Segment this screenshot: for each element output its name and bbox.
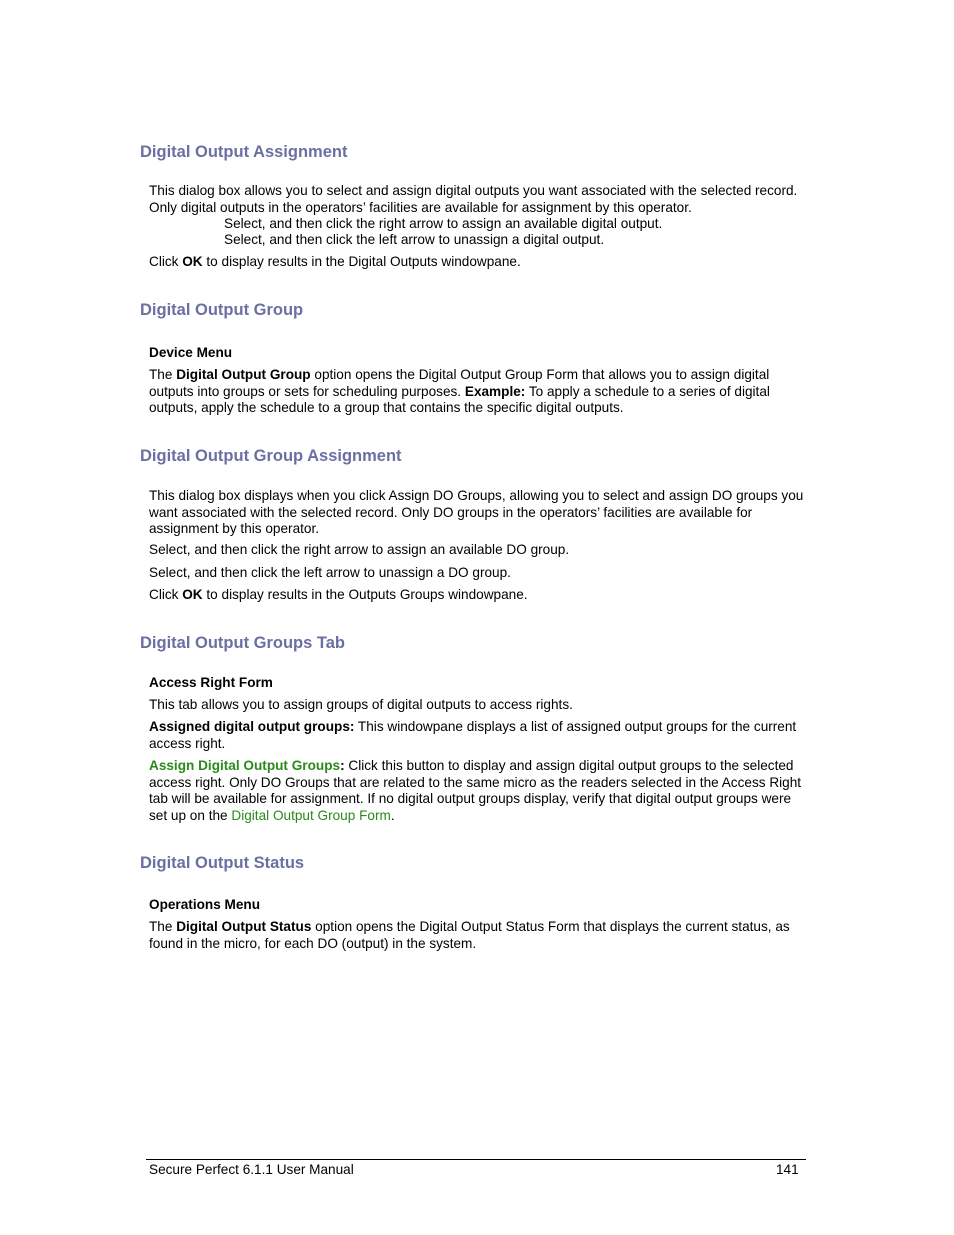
text: to display results in the Digital Outputs windowpane. bbox=[202, 254, 521, 269]
paragraph-assigned-groups bbox=[149, 719, 809, 752]
paragraph-click-ok bbox=[149, 254, 809, 271]
paragraph-description bbox=[149, 919, 809, 952]
text: Click bbox=[149, 587, 183, 602]
text: The bbox=[149, 367, 177, 382]
digital-output-group-form-link[interactable]: Digital Output Group Form bbox=[231, 807, 391, 823]
text: to display results in the Outputs Groups windowpane. bbox=[202, 587, 528, 602]
text: Click bbox=[149, 254, 183, 269]
paragraph-description bbox=[149, 367, 809, 417]
section-heading-digital-output-group-assignment: Digital Output Group Assignment bbox=[140, 447, 402, 465]
section-heading-digital-output-status: Digital Output Status bbox=[140, 854, 305, 872]
paragraph-click-ok bbox=[149, 587, 809, 604]
paragraph-intro: This dialog box allows you to select and assign digital outputs you want associated with the selected record. Only digital outputs in the operators’ facilities are available for assignment by this operator. bbox=[149, 183, 798, 215]
section-heading-digital-output-assignment: Digital Output Assignment bbox=[140, 143, 348, 161]
paragraph-intro: This dialog box displays when you click Assign DO Groups, allowing you to select and assign DO groups you want associated with the selected record. Only DO groups in the operators’ facilities are available for assignment by this operator. bbox=[149, 488, 804, 536]
text: To apply a schedule to a series of digital outputs, apply the schedule to a group that contains the specific digital outputs. bbox=[149, 383, 770, 415]
instruction-unassign: Select, and then click the left arrow to unassign a DO group. bbox=[149, 565, 511, 580]
paragraph-assign-groups bbox=[149, 758, 809, 824]
option-name: Digital Output Group bbox=[176, 367, 311, 382]
text: option opens the Digital Output Status Form that displays the current status, as found in the micro, for each DO (output) in the system. bbox=[149, 919, 790, 951]
option-name: Digital Output Status bbox=[176, 919, 312, 934]
text: This windowpane displays a list of assigned output groups for the current access right. bbox=[149, 719, 797, 751]
text: . bbox=[390, 807, 395, 823]
footer-divider bbox=[146, 1159, 806, 1160]
footer-manual-title: Secure Perfect 6.1.1 User Manual bbox=[149, 1162, 354, 1177]
text: The bbox=[149, 919, 177, 934]
menu-label: Device Menu bbox=[149, 345, 233, 360]
ok-label: OK bbox=[182, 254, 203, 269]
text: option opens the Digital Output Group Form that allows you to assign digital outputs into groups or sets for scheduling purposes. bbox=[149, 367, 770, 399]
assigned-groups-label: Assigned digital output groups: bbox=[149, 719, 355, 734]
footer-page-number: 141 bbox=[776, 1162, 799, 1177]
paragraph-tab-description: This tab allows you to assign groups of digital outputs to access rights. bbox=[149, 697, 573, 712]
menu-label: Operations Menu bbox=[149, 897, 261, 912]
ok-label: OK bbox=[182, 587, 203, 602]
instruction-assign: Select, and then click the right arrow to assign an available DO group. bbox=[149, 542, 570, 557]
example-label: Example: bbox=[464, 383, 526, 399]
menu-label: Access Right Form bbox=[149, 675, 273, 690]
assign-groups-label: Assign Digital Output Groups bbox=[149, 758, 341, 773]
colon: : bbox=[340, 758, 345, 773]
text: Click this button to display and assign digital output groups to the selected access right. Only DO Groups that are related to the same micro as the readers selected in the Access Right tab will be available for assignment. If no digital output groups display, verify that digital output groups were set up on the bbox=[149, 758, 802, 823]
section-heading-digital-output-group: Digital Output Group bbox=[140, 301, 304, 319]
instruction-unassign: Select, and then click the left arrow to unassign a digital output. bbox=[224, 232, 605, 247]
instruction-assign: Select, and then click the right arrow to assign an available digital output. bbox=[224, 216, 663, 231]
section-heading-digital-output-groups-tab: Digital Output Groups Tab bbox=[140, 634, 346, 652]
